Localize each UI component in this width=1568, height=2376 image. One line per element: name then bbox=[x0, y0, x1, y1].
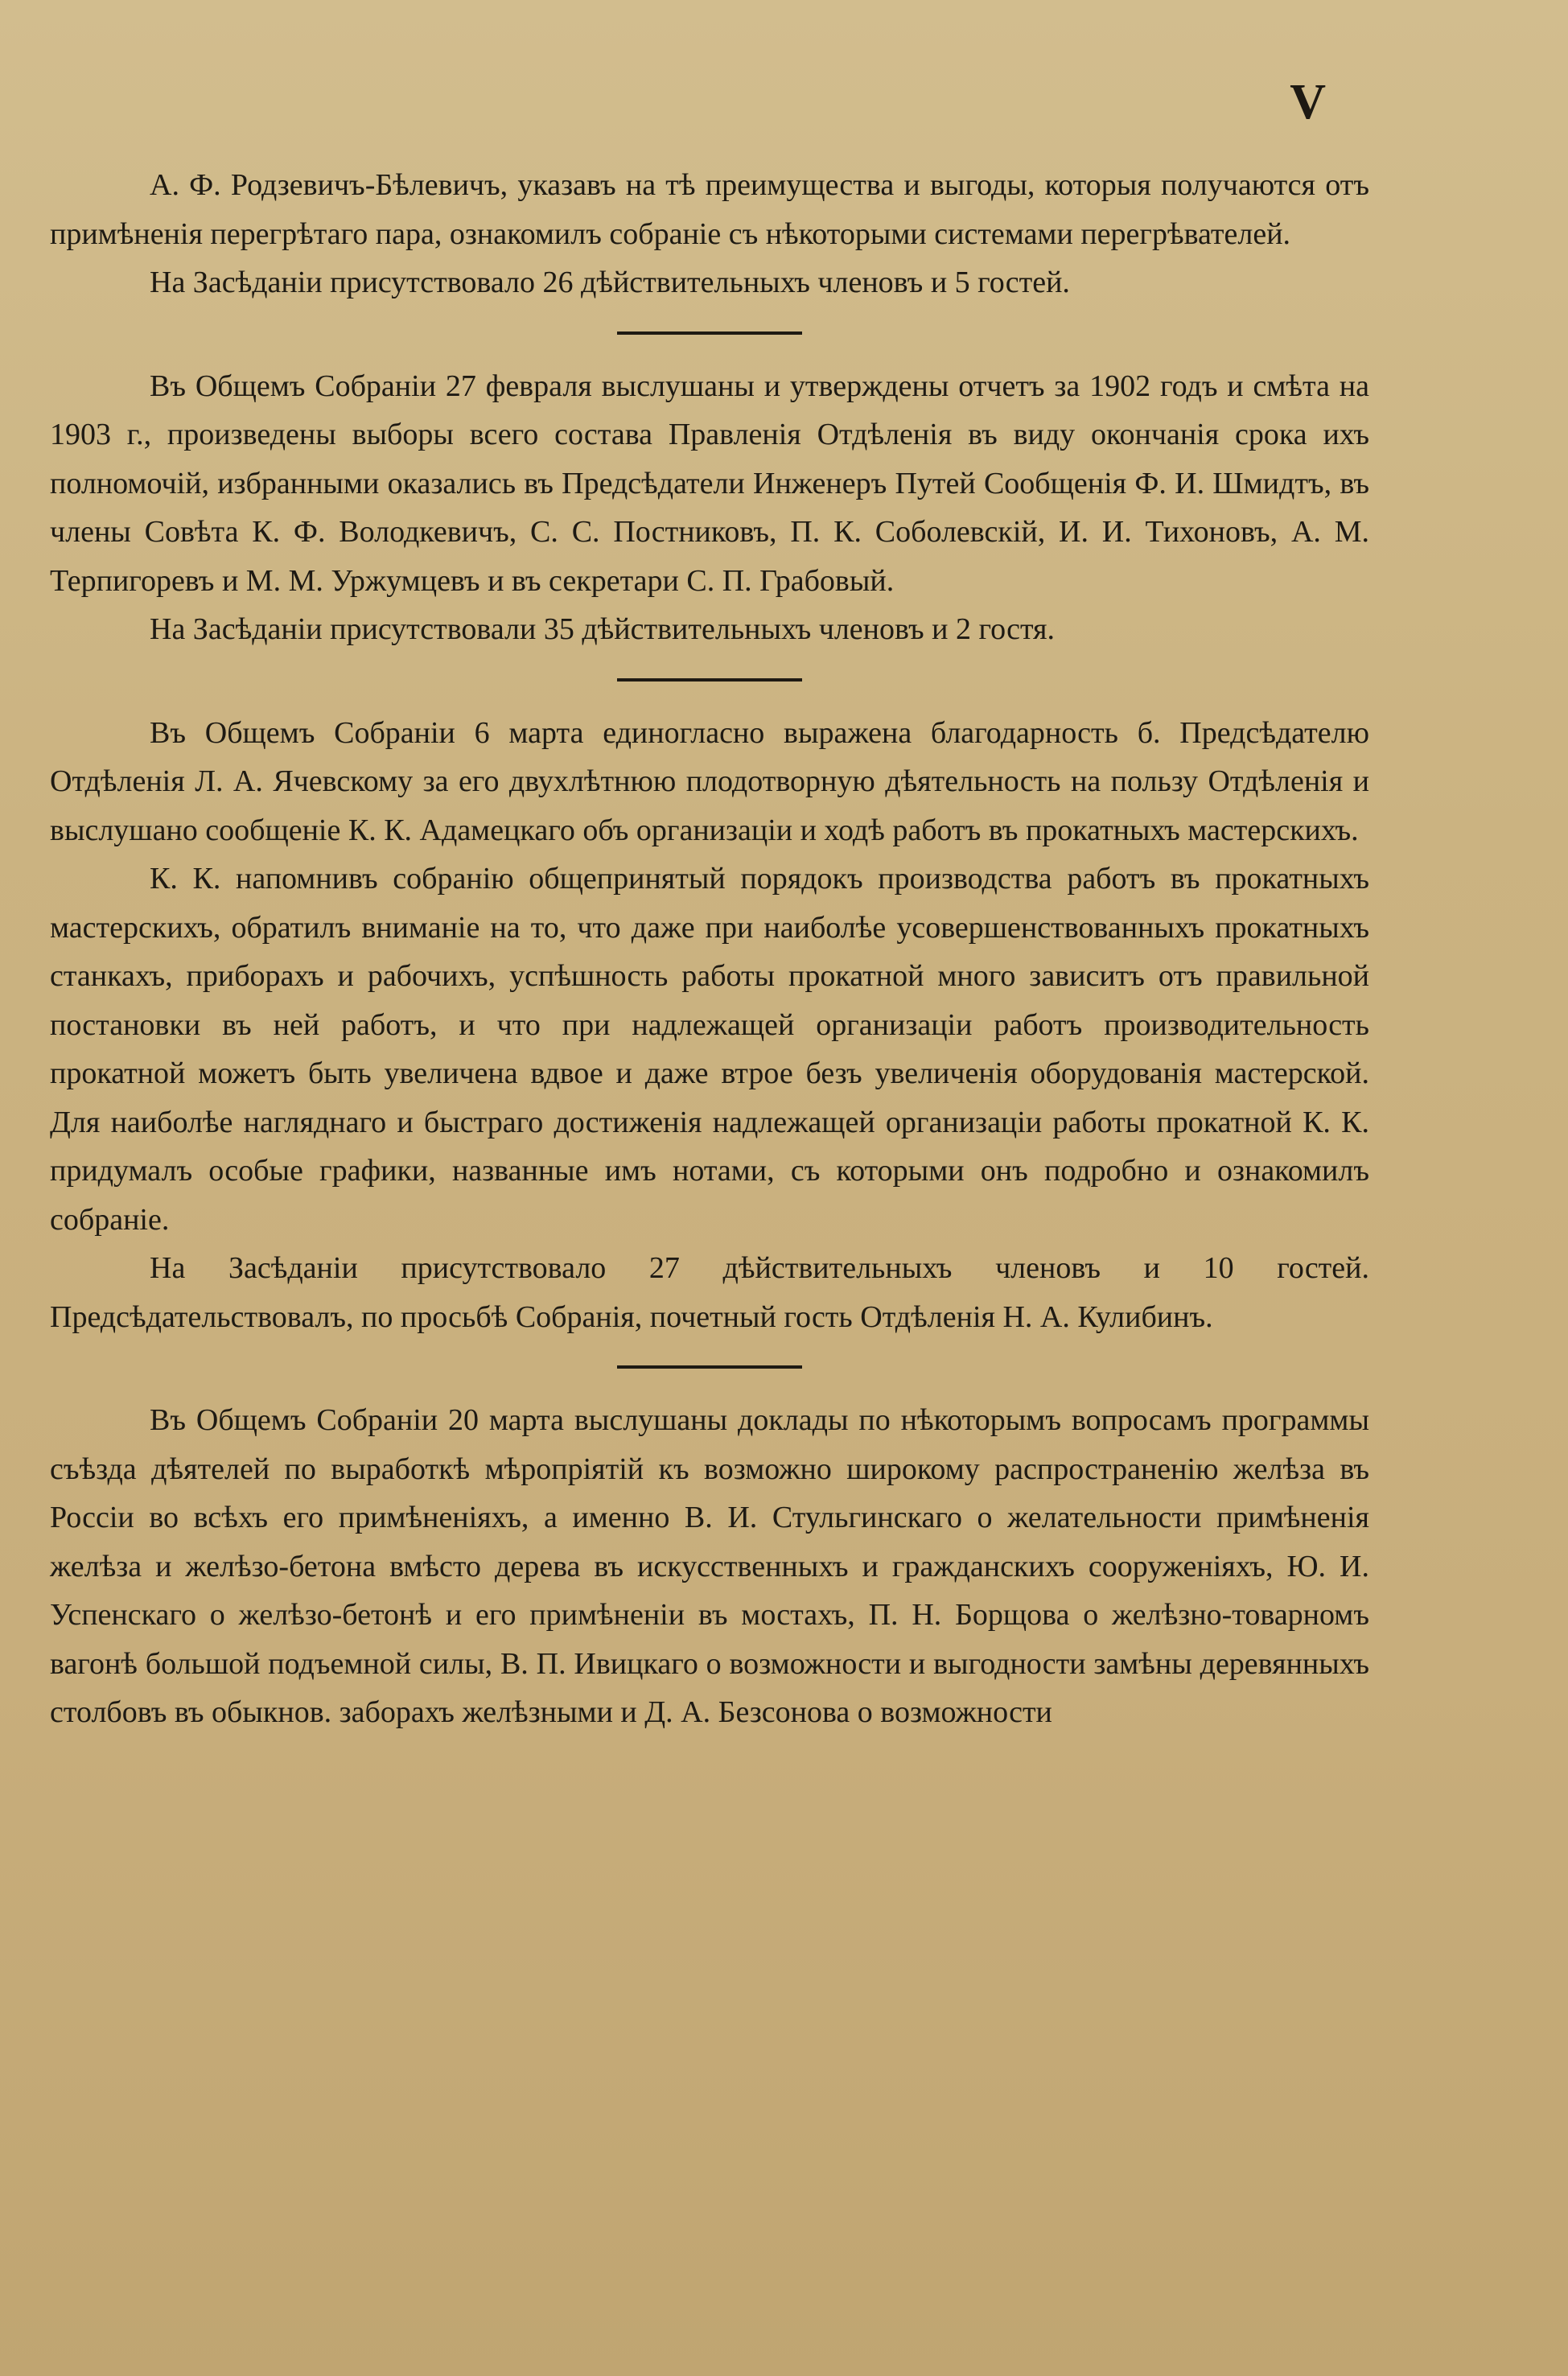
section-divider bbox=[617, 678, 802, 682]
paragraph: Въ Общемъ Собраніи 27 февраля выслушаны и утверждены отчетъ за 1902 годъ и смѣта на 1903 г., произведены выборы всего состава Правленія Отдѣленія въ виду окончанія срока ихъ полномочій, избранными оказались въ Предсѣдатели Инженеръ Путей Сообщенія Ф. И. Шмидтъ, въ члены Совѣта К. Ф. Володкевичъ, С. С. Постниковъ, П. К. Соболевскій, И. И. Тихоновъ, А. М. Терпигоревъ и М. М. Уржумцевъ и въ секретари С. П. Грабовый. bbox=[50, 369, 1369, 598]
meeting-entry-3 bbox=[50, 709, 1369, 1342]
meeting-entry-2 bbox=[50, 362, 1369, 654]
paragraph: К. К. напомнивъ собранію общепринятый порядокъ производства работъ въ прокатныхъ мастерскихъ, обратилъ вниманіе на то, что даже при наиболѣе усовершенствованныхъ прокатныхъ станкахъ, приборахъ и рабочихъ, успѣшность работы прокатной много зависитъ отъ правильной постановки въ ней работъ, и что при надлежащей организаціи работъ производительность прокатной можетъ быть увеличена вдвое и даже втрое безъ увеличенія оборудованія мастерской. Для наиболѣе нагляднаго и быстраго достиженія надлежащей организаціи работы прокатной К. К. придумалъ особые графики, названные имъ нотами, съ которыми онъ подробно и ознакомилъ собраніе. bbox=[50, 862, 1369, 1237]
paragraph: На Засѣданіи присутствовали 35 дѣйствительныхъ членовъ и 2 гостя. bbox=[150, 612, 1056, 646]
page-body bbox=[50, 161, 1369, 1737]
page-number: V bbox=[1290, 75, 1327, 130]
paragraph: На Засѣданіи присутствовало 27 дѣйствительныхъ членовъ и 10 гостей. Предсѣдательствовалъ, по просьбѣ Собранія, почетный гость Отдѣленія Н. А. Кулибинъ. bbox=[50, 1251, 1369, 1334]
meeting-entry-4 bbox=[50, 1396, 1369, 1737]
paragraph: Въ Общемъ Собраніи 6 марта единогласно выражена благодарность б. Предсѣдателю Отдѣленія Л. А. Ячевскому за его двухлѣтнюю плодотворную дѣятельность на пользу Отдѣленія и выслушано сообщеніе К. К. Адамецкаго объ организаціи и ходѣ работъ въ прокатныхъ мастерскихъ. bbox=[50, 715, 1369, 847]
paragraph: А. Ф. Родзевичъ-Бѣлевичъ, указавъ на тѣ преимущества и выгоды, которыя получаются отъ примѣненія перегрѣтаго пара, ознакомилъ собраніе съ нѣкоторыми системами перегрѣвателей. bbox=[50, 168, 1369, 251]
paragraph: Въ Общемъ Собраніи 20 марта выслушаны доклады по нѣкоторымъ вопросамъ программы съѣзда дѣятелей по выработкѣ мѣропріятій къ возможно широкому распространенію желѣза въ Россіи во всѣхъ его примѣненіяхъ, а именно В. И. Стульгинскаго о желательности примѣненія желѣза и желѣзо-бетона вмѣсто дерева въ искусственныхъ и гражданскихъ сооруженіяхъ, Ю. И. Успенскаго о желѣзо-бетонѣ и его примѣненіи въ мостахъ, П. Н. Борщова о желѣзно-товарномъ вагонѣ большой подъемной силы, В. П. Ивицкаго о возможности и выгодности замѣны деревянныхъ столбовъ въ обыкнов. заборахъ желѣзными и Д. А. Безсонова о возможности bbox=[50, 1403, 1369, 1729]
section-divider bbox=[617, 331, 802, 335]
section-divider bbox=[617, 1365, 802, 1369]
meeting-entry-1 bbox=[50, 161, 1369, 307]
paragraph: На Засѣданіи присутствовало 26 дѣйствительныхъ членовъ и 5 гостей. bbox=[150, 266, 1070, 299]
